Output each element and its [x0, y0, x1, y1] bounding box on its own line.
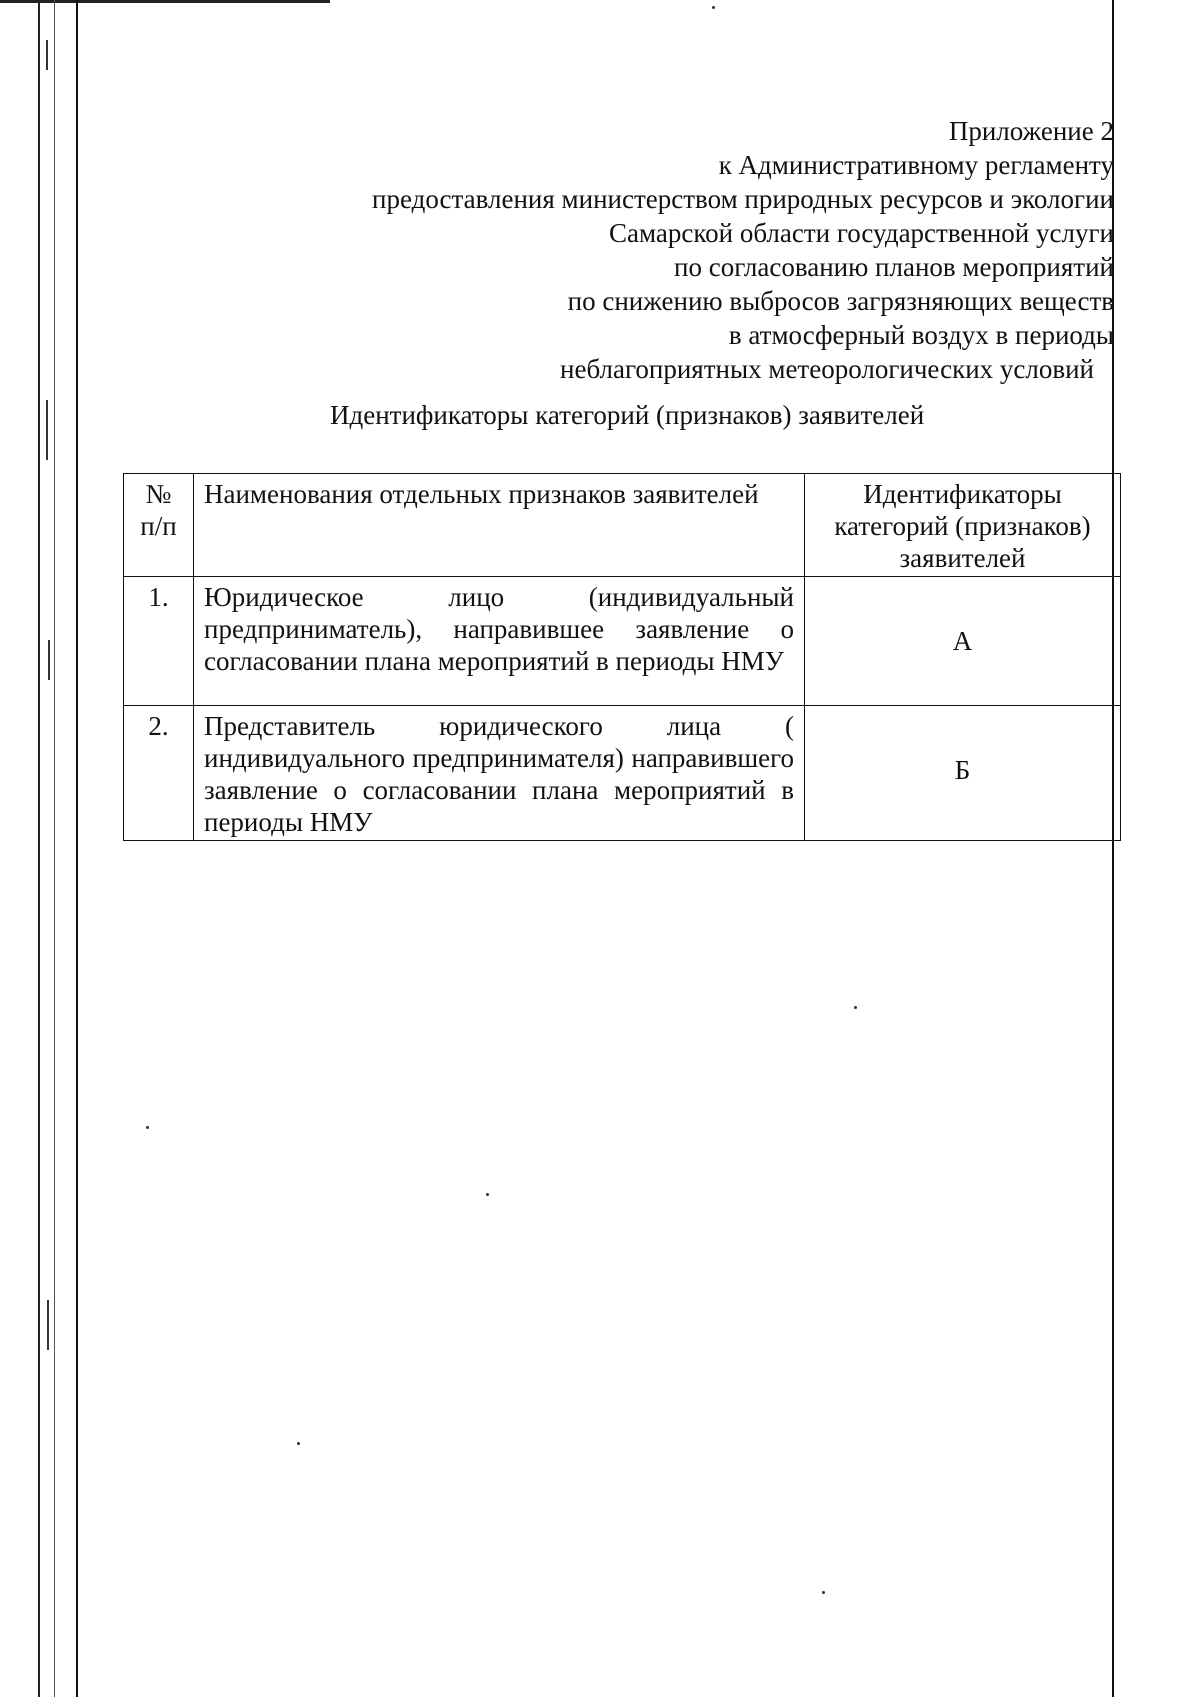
table-row — [124, 706, 1121, 841]
header-num-line: № — [145, 479, 172, 509]
row-name-text: Представитель юридического лица ( индивидуального предпринимателя) направившего заявление о согласовании плана мероприятий в периоды НМУ — [204, 711, 794, 837]
row-num-cell: 1. — [124, 577, 194, 706]
scan-artifact — [46, 40, 48, 70]
appendix-header — [214, 114, 1114, 386]
row-id-value: Б — [954, 755, 971, 785]
scan-artifact — [48, 640, 50, 680]
appendix-header-line: в атмосферный воздух в периоды — [728, 320, 1114, 350]
scan-artifact — [38, 0, 40, 1697]
scan-artifact — [46, 400, 48, 460]
appendix-header-line: по согласованию планов мероприятий — [674, 252, 1114, 282]
scan-artifact — [486, 1193, 489, 1196]
appendix-header-line: к Административному регламенту — [718, 150, 1114, 180]
appendix-header-line: предоставления министерством природных ресурсов и экологии — [372, 184, 1114, 214]
row-num-cell: 2. — [124, 706, 194, 841]
scan-artifact — [54, 0, 55, 1697]
table-header-row — [124, 474, 1121, 577]
appendix-header-line: Приложение 2 — [948, 116, 1114, 146]
scan-artifact — [76, 0, 78, 1697]
row-id-cell — [805, 706, 1121, 841]
header-id-line: заявителей — [899, 543, 1026, 573]
appendix-header-line: неблагоприятных метеорологических условий — [560, 354, 1094, 384]
appendix-header-line: Самарской области государственной услуги — [609, 218, 1114, 248]
document-title: Идентификаторы категорий (признаков) заявителей — [330, 400, 925, 430]
scan-artifact — [0, 0, 330, 3]
header-id-line: категорий (признаков) — [834, 511, 1091, 541]
appendix-header-line: по снижению выбросов загрязняющих веществ — [567, 286, 1114, 316]
row-name-text: Юридическое лицо (индивидуальный предприниматель), направившее заявление о согласовании плана мероприятий в периоды НМУ — [204, 582, 794, 676]
header-id-line: Идентификаторы — [863, 479, 1062, 509]
scan-artifact — [822, 1591, 825, 1594]
scan-artifact — [146, 1126, 149, 1129]
row-id-cell — [805, 577, 1121, 706]
header-id-cell — [805, 474, 1121, 577]
scan-artifact — [297, 1442, 300, 1445]
scan-artifact — [712, 6, 715, 9]
applicant-categories-table — [123, 473, 1121, 841]
scan-artifact — [854, 1006, 857, 1009]
row-name-cell — [194, 577, 805, 706]
row-id-value: А — [952, 626, 973, 656]
table-row — [124, 577, 1121, 706]
header-name-cell — [194, 474, 805, 577]
header-name-text: Наименования отдельных признаков заявителей — [204, 479, 759, 509]
scan-artifact — [47, 1300, 49, 1350]
row-name-cell — [194, 706, 805, 841]
header-num-cell — [124, 474, 194, 577]
header-num-line: п/п — [140, 511, 177, 541]
